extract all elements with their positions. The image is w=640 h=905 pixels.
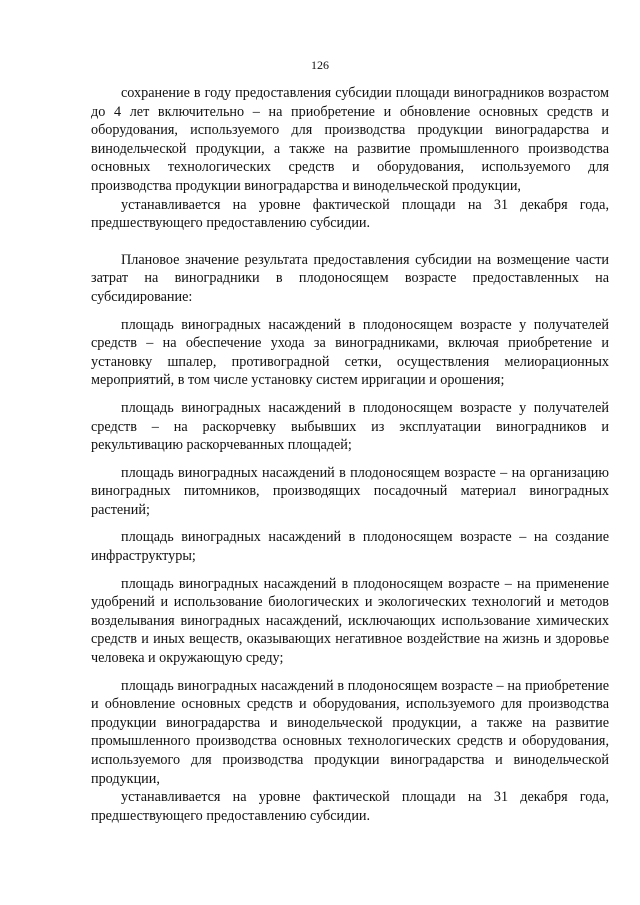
paragraph-1: сохранение в году предоставления субсидии площади виноградников возрастом до 4 лет включительно – на приобретение и обновление основных средств и оборудования, используемого для производства продукции виноградарства и винодельческой продукции, а также на развитие промышленного производства основных технологических средств и оборудования, используемого для производства продукции виноградарства и винодельческой продукции, xyxy=(91,85,609,194)
page-number: 126 xyxy=(311,58,329,72)
paragraph-10: устанавливается на уровне фактической площади на 31 декабря года, предшествующего предоставлению субсидии. xyxy=(91,789,609,824)
paragraph-5: площадь виноградных насаждений в плодоносящем возрасте у получателей средств – на раскорчевку выбывших из эксплуатации виноградников и рекультивацию раскорчеванных площадей; xyxy=(91,399,609,454)
paragraph-9: площадь виноградных насаждений в плодоносящем возрасте – на приобретение и обновление основных средств и оборудования, используемого для производства продукции виноградарства и винодельческой продукции, а также на развитие промышленного производства основных технологических средств и оборудования, используемого для производства продукции виноградарства и винодельческой продукции, xyxy=(91,677,609,787)
paragraph-6: площадь виноградных насаждений в плодоносящем возрасте – на организацию виноградных питомников, производящих посадочный материал виноградных растений; xyxy=(91,464,609,518)
paragraph-4: площадь виноградных насаждений в плодоносящем возрасте у получателей средств – на обеспечение ухода за виноградниками, включая приобретение и установку шпалер, противоградной сетки, осуществления мелиорационных мероприятий, в том числе установку систем ирригации и орошения; xyxy=(91,316,609,389)
document-body xyxy=(91,84,609,825)
paragraph-2: устанавливается на уровне фактической площади на 31 декабря года, предшествующего предоставлению субсидии. xyxy=(91,196,609,232)
paragraph-7: площадь виноградных насаждений в плодоносящем возрасте – на создание инфраструктуры; xyxy=(91,529,609,565)
paragraph-8: площадь виноградных насаждений в плодоносящем возрасте – на применение удобрений и использование биологических и экологических технологий и методов возделывания виноградных насаждений, исключающих использование химических средств и иных веществ, оказывающих негативное воздействие на жизнь и здоровье человека и окружающую среду; xyxy=(91,575,609,667)
paragraph-3: Плановое значение результата предоставления субсидии на возмещение части затрат на виноградники в плодоносящем возрасте предоставленных на субсидирование: xyxy=(91,251,609,305)
